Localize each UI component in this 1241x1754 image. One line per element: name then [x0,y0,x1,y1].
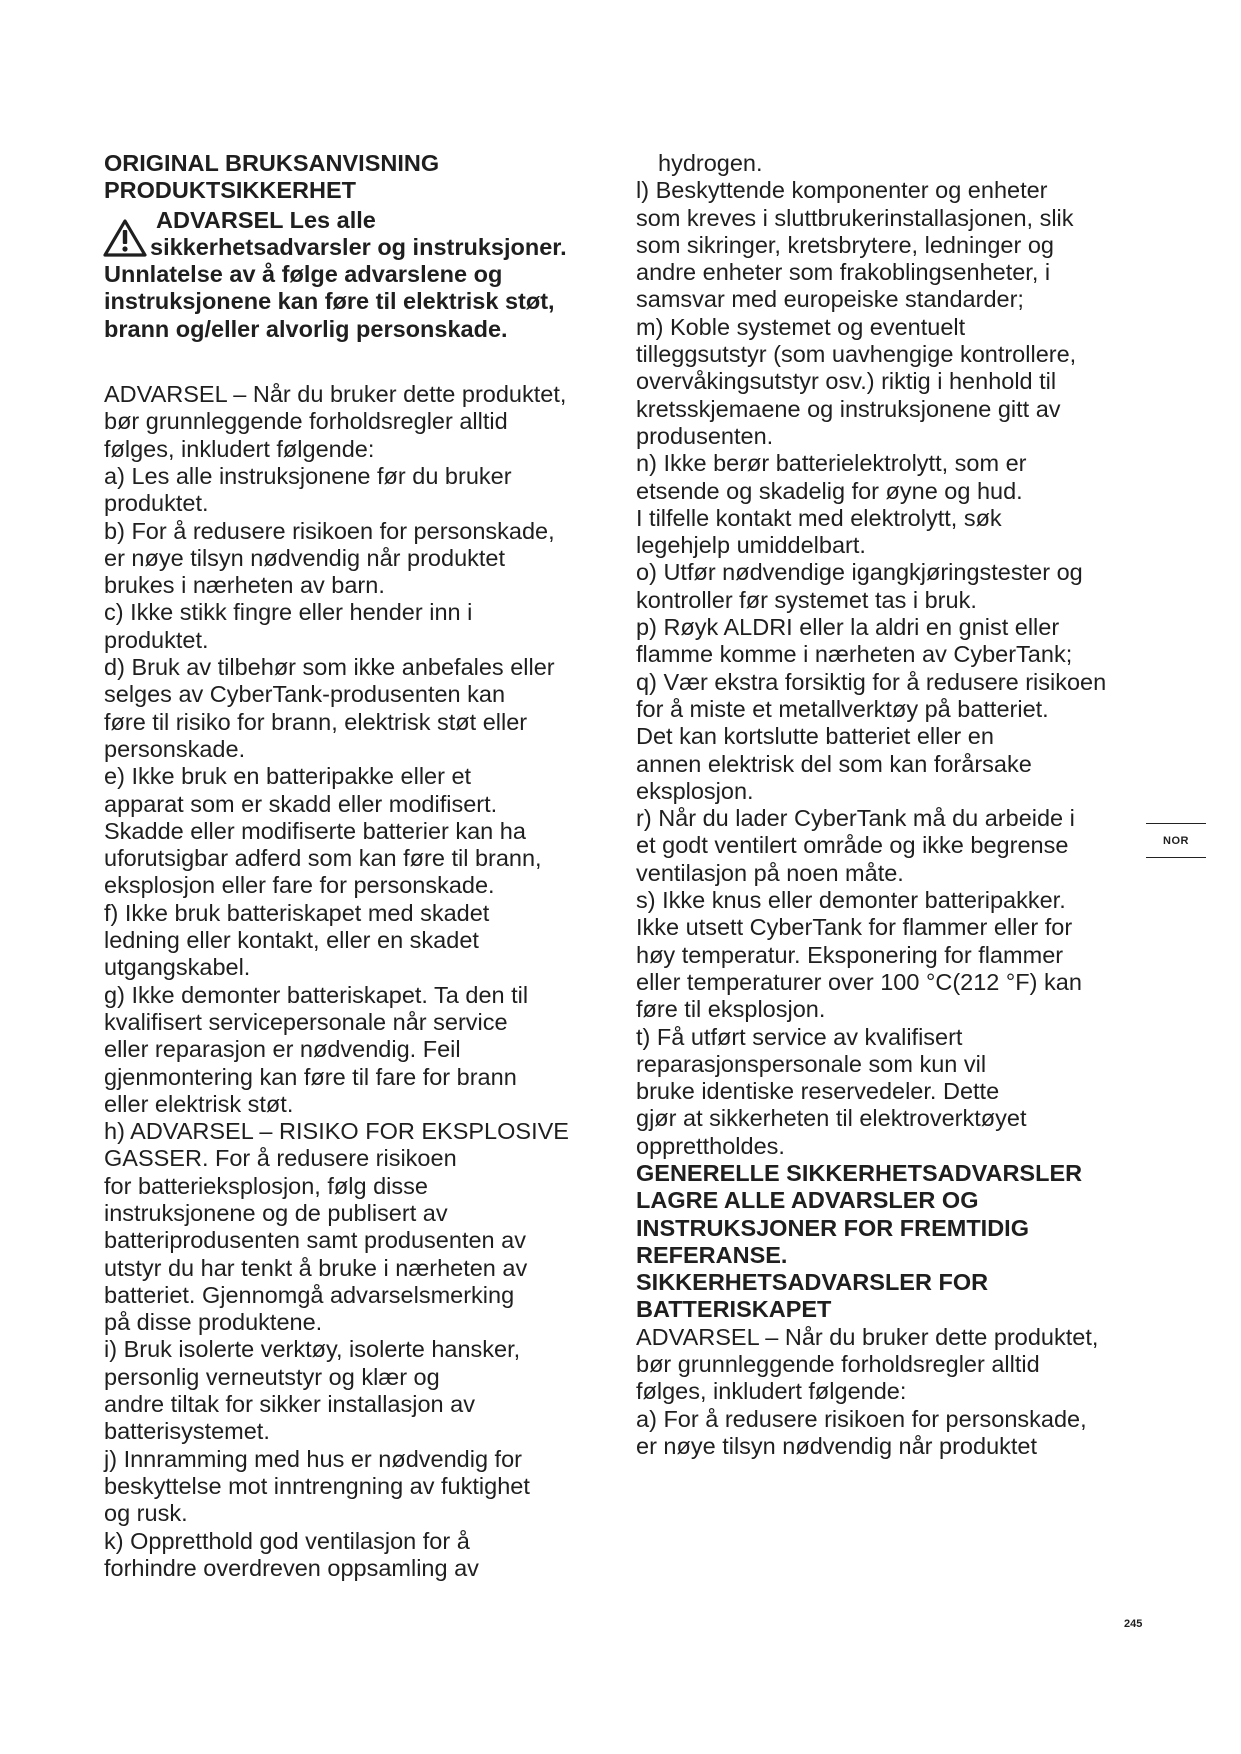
list-item-text: apparat som er skadd eller modifisert. [104,790,498,817]
list-item-text: produsenten. [636,422,774,449]
list-item-text: ledning eller kontakt, eller en skadet [104,927,479,954]
list-item [636,1024,1156,1160]
list-item-text: Innramming med hus er nødvendig for [123,1445,522,1472]
list-item-text: For å redusere risikoen for personskade, [663,1405,1087,1432]
list-item-text: føre til risiko for brann, elektrisk støt eller [104,708,528,735]
list-item-text: Ikke utsett CyberTank for flammer eller for [636,914,1073,941]
safety-list-right [636,177,1156,1160]
list-item-text: er nøye tilsyn nødvendig når produktet [104,544,506,571]
list-item-text: eller temperaturer over 100 °C(212 °F) kan [636,968,1082,995]
list-item [636,887,1156,1023]
safety-warning-block [104,207,624,343]
list-item [636,314,1156,450]
list-item-text: Koble systemet og eventuelt [669,313,966,340]
left-column [104,150,624,1582]
cabinet-safety-list [636,1406,1156,1461]
list-item [104,1528,624,1583]
list-marker: m) [636,313,664,340]
list-item-text: Ikke knus eller demonter batteripakker. [662,887,1066,914]
list-item-text: Det kan kortslutte batteriet eller en [636,723,994,750]
list-item-text: forhindre overdreven oppsamling av [104,1554,479,1581]
list-item-text: andre tiltak for sikker installasjon av [104,1391,475,1418]
list-item [636,669,1156,805]
list-item [636,559,1156,614]
list-marker: r) [636,805,652,832]
list-marker: a) [104,462,125,489]
list-item-text: utgangskabel. [104,954,251,981]
list-item-text: bruke identiske reservedeler. Dette [636,1078,1000,1105]
list-marker: h) [104,1118,125,1145]
list-item-text: Når du lader CyberTank må du arbeide i [658,805,1075,832]
section-heading-keep-instructions: LAGRE ALLE ADVARSLER OG INSTRUKSJONER FOR FREMTIDIG REFERANSE. [636,1187,1029,1268]
warning-line: brann og/eller alvorlig personskade. [104,315,508,342]
list-marker: q) [636,668,657,695]
list-item-text: Oppretthold god ventilasjon for å [130,1527,470,1554]
list-marker: k) [104,1527,124,1554]
section-heading-general: GENERELLE SIKKERHETSADVARSLER [636,1159,1083,1186]
list-item [104,763,624,899]
list-item-text: flamme komme i nærheten av CyberTank; [636,641,1073,668]
list-item-text: legehjelp umiddelbart. [636,532,866,559]
list-item [636,450,1156,559]
list-marker: p) [636,614,657,641]
list-item-text: opprettholdes. [636,1132,785,1159]
list-item-text: ADVARSEL – RISIKO FOR EKSPLOSIVE [130,1118,569,1145]
list-item-text: Røyk ALDRI eller la aldri en gnist eller [663,614,1060,641]
list-item-text: andre enheter som frakoblingsenheter, i [636,259,1051,286]
list-item-text: annen elektrisk del som kan forårsake [636,750,1032,777]
list-marker: b) [104,517,125,544]
list-marker: d) [104,654,125,681]
list-item-text: For å redusere risikoen for personskade, [131,517,555,544]
list-item [636,614,1156,669]
list-item-text: kontroller før systemet tas i bruk. [636,586,977,613]
list-item-text: batteriprodusenten samt produsenten av [104,1227,526,1254]
list-item-text: for å miste et metallverktøy på batteriet. [636,695,1049,722]
list-item-text: personlig verneutstyr og klær og [104,1363,440,1390]
list-marker: a) [636,1405,657,1432]
list-item-text: batteriet. Gjennomgå advarselsmerking [104,1281,515,1308]
list-item-text: batterisystemet. [104,1418,270,1445]
list-item-text: instruksjonene og de publisert av [104,1199,448,1226]
list-marker: o) [636,559,657,586]
list-item-text: føre til eksplosjon. [636,996,826,1023]
list-item [104,463,624,518]
list-marker: f) [104,899,119,926]
list-item [636,805,1156,887]
list-item-text: eller reparasjon er nødvendig. Feil [104,1036,461,1063]
list-item [104,654,624,763]
list-item-text: for batterieksplosjon, følg disse [104,1172,428,1199]
list-item [104,982,624,1118]
page-number: 245 [1124,1618,1143,1630]
list-marker: n) [636,450,657,477]
list-item-text: produktet. [104,490,209,517]
list-item [104,1336,624,1445]
list-item-text: kvalifisert servicepersonale når service [104,1008,508,1035]
list-item-text: et godt ventilert område og ikke begrense [636,832,1069,859]
list-item-text: er nøye tilsyn nødvendig når produktet [636,1432,1038,1459]
list-item-text: Skadde eller modifiserte batterier kan ha [104,817,526,844]
warning-line: Unnlatelse av å følge advarslene og [104,261,503,288]
list-item-text: selges av CyberTank-produsenten kan [104,681,506,708]
list-item [636,177,1156,313]
list-item-text: Ikke stikk fingre eller hender inn i [130,599,473,626]
list-item-text: Beskyttende komponenter og enheter [655,177,1048,204]
list-item-continuation: hydrogen. [658,150,763,176]
list-item-text: Ikke demonter batteriskapet. Ta den til [131,981,529,1008]
list-item-text: etsende og skadelig for øyne og hud. [636,477,1023,504]
list-item-text: Bruk isolerte verktøy, isolerte hansker, [123,1336,521,1363]
warning-line: sikkerhetsadvarsler og instruksjoner. [150,233,567,260]
intro-paragraph: ADVARSEL – Når du bruker dette produktet, bør grunnleggende forholdsregler alltid følges, inkludert følgende: [104,381,567,462]
list-item [104,599,624,654]
list-item-text: Bruk av tilbehør som ikke anbefales eller [131,654,555,681]
list-marker: l) [636,177,650,204]
cabinet-intro-paragraph: ADVARSEL – Når du bruker dette produktet, bør grunnleggende forholdsregler alltid følges, inkludert følgende: [636,1323,1099,1405]
list-item [104,1118,624,1336]
list-item-text: Utfør nødvendige igangkjøringstester og [663,559,1083,586]
list-item-text: reparasjonspersonale som kun vil [636,1050,987,1077]
list-item-text: gjør at sikkerheten til elektroverktøyet [636,1105,1027,1132]
list-item [104,518,624,600]
safety-list-left [104,463,624,1582]
section-heading-battery-cabinet: SIKKERHETSADVARSLER FOR BATTERISKAPET [636,1269,989,1323]
list-item-text: brukes i nærheten av barn. [104,572,385,599]
list-item-text: kretsskjemaene og instruksjonene gitt av [636,395,1061,422]
list-item-text: høy temperatur. Eksponering for flammer [636,941,1064,968]
list-marker: e) [104,763,125,790]
list-item-text: Få utført service av kvalifisert [656,1023,963,1050]
list-item-text: Les alle instruksjonene før du bruker [131,462,512,489]
list-marker: s) [636,887,656,914]
list-item [104,1446,624,1528]
list-marker: j) [104,1445,118,1472]
list-item-text: personskade. [104,735,246,762]
list-item-text: som sikringer, kretsbrytere, ledninger og [636,231,1054,258]
warning-line: instruksjonene kan føre til elektrisk støt, [104,288,555,315]
list-item-text: Vær ekstra forsiktig for å redusere risikoen [663,668,1107,695]
list-item [636,1406,1156,1461]
list-item-text: på disse produktene. [104,1309,323,1336]
list-item-text: overvåkingsutstyr osv.) riktig i henhold til [636,368,1057,395]
list-item-text: Ikke berør batterielektrolytt, som er [663,450,1027,477]
list-item-text: samsvar med europeiske standarder; [636,286,1024,313]
list-item-text: som kreves i sluttbrukerinstallasjonen, slik [636,204,1074,231]
list-item [104,900,624,982]
list-item-text: tilleggsutstyr (som uavhengige kontrollere, [636,341,1077,368]
right-column [636,150,1156,1460]
list-item-text: uforutsigbar adferd som kan føre til brann, [104,845,542,872]
list-item-text: beskyttelse mot inntrengning av fuktighet [104,1472,530,1499]
warning-line: ADVARSEL Les alle [156,206,376,233]
list-item-text: utstyr du har tenkt å bruke i nærheten av [104,1254,528,1281]
list-marker: g) [104,981,125,1008]
language-tab: NOR [1146,823,1206,858]
list-item-text: gjenmontering kan føre til fare for brann [104,1063,517,1090]
list-marker: c) [104,599,124,626]
list-item-text: Ikke bruk en batteripakke eller et [131,763,472,790]
list-item-text: eller elektrisk støt. [104,1090,294,1117]
list-item-text: og rusk. [104,1500,188,1527]
list-item-text: ventilasjon på noen måte. [636,859,904,886]
list-item-text: Ikke bruk batteriskapet med skadet [124,899,490,926]
document-title: ORIGINAL BRUKSANVISNING PRODUKTSIKKERHET [104,150,440,204]
list-item-text: GASSER. For å redusere risikoen [104,1145,457,1172]
warning-triangle-icon [103,219,147,257]
list-item-text: produktet. [104,626,209,653]
list-item-text: I tilfelle kontakt med elektrolytt, søk [636,504,1002,531]
list-marker: t) [636,1023,651,1050]
list-marker: i) [104,1336,118,1363]
list-item-text: eksplosjon. [636,777,754,804]
list-item-text: eksplosjon eller fare for personskade. [104,872,495,899]
